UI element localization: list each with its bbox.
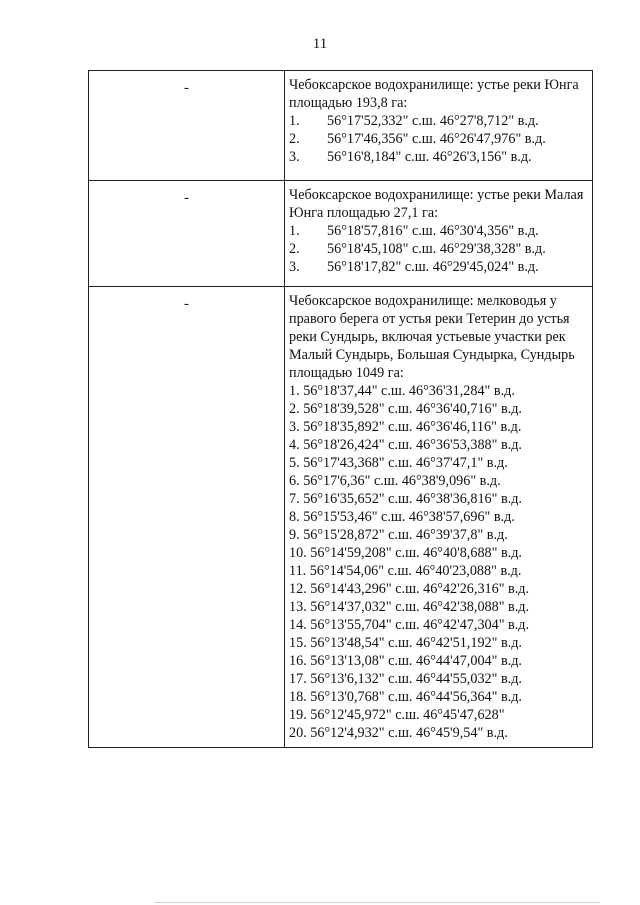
coordinate-line: 17. 56°13'6,132" с.ш. 46°44'55,032" в.д. [289,671,522,687]
scan-edge-line [155,902,600,903]
coordinate-line: 2. 56°18'39,528" с.ш. 46°36'40,716" в.д. [289,401,522,417]
coordinate-line: 9. 56°15'28,872" с.ш. 46°39'37,8" в.д. [289,527,508,543]
coordinate-line: 12. 56°14'43,296" с.ш. 46°42'26,316" в.д. [289,581,530,597]
coordinate-value: 56°18'17,82" с.ш. 46°29'45,024" в.д. [327,259,539,275]
table-row [89,181,593,287]
coordinate-number: 2. [289,131,300,147]
coordinate-line: 5. 56°17'43,368" с.ш. 46°37'47,1" в.д. [289,455,508,471]
page-number: 11 [312,36,328,52]
coordinate-line: 8. 56°15'53,46" с.ш. 46°38'57,696" в.д. [289,509,515,525]
coordinate-line: 15. 56°13'48,54" с.ш. 46°42'51,192" в.д. [289,635,522,651]
area-description: Чебоксарское водохранилище: устье реки Малая Юнга площадью 27,1 га: [289,187,584,221]
area-description: Чебоксарское водохранилище: устье реки Юнга площадью 193,8 га: [289,77,579,111]
coordinate-line: 18. 56°13'0,768" с.ш. 46°44'56,364" в.д. [289,689,522,705]
left-cell [89,181,285,287]
left-cell [89,287,285,748]
coordinate-line: 16. 56°13'13,08" с.ш. 46°44'47,004" в.д. [289,653,522,669]
coordinate-number: 1. [289,113,300,129]
coordinate-line: 6. 56°17'6,36" с.ш. 46°38'9,096" в.д. [289,473,501,489]
coordinate-line [289,240,588,258]
coordinate-number: 3. [289,149,300,165]
coordinate-number: 3. [289,259,300,275]
coordinate-line: 4. 56°18'26,424" с.ш. 46°36'53,388" в.д. [289,437,522,453]
description-cell [285,71,593,181]
coordinate-line: 7. 56°16'35,652" с.ш. 46°38'36,816" в.д. [289,491,522,507]
coordinate-line: 20. 56°12'4,932" с.ш. 46°45'9,54" в.д. [289,725,508,741]
coordinate-value: 56°18'57,816" с.ш. 46°30'4,356" в.д. [327,223,539,239]
coordinate-line: 3. 56°18'35,892" с.ш. 46°36'46,116" в.д. [289,419,522,435]
coordinates-table [88,70,593,748]
dash-mark: - [184,296,189,312]
dash-mark: - [184,190,189,206]
coordinate-line: 13. 56°14'37,032" с.ш. 46°42'38,088" в.д. [289,599,530,615]
coordinate-line: 1. 56°18'37,44" с.ш. 46°36'31,284" в.д. [289,383,515,399]
coordinate-line [289,130,588,148]
description-cell [285,181,593,287]
table-row [89,287,593,748]
dash-mark: - [184,80,189,96]
left-cell [89,71,285,181]
description-cell [285,287,593,748]
coordinate-line: 10. 56°14'59,208" с.ш. 46°40'8,688" в.д. [289,545,522,561]
coordinate-value: 56°17'52,332" с.ш. 46°27'8,712" в.д. [327,113,539,129]
coordinate-line: 14. 56°13'55,704" с.ш. 46°42'47,304" в.д. [289,617,530,633]
coordinate-line: 11. 56°14'54,06" с.ш. 46°40'23,088" в.д. [289,563,522,579]
coordinate-line [289,148,588,166]
coordinate-line [289,258,588,276]
coordinate-line [289,222,588,240]
coordinate-number: 2. [289,241,300,257]
coordinate-line [289,112,588,130]
coordinate-value: 56°18'45,108" с.ш. 46°29'38,328" в.д. [327,241,546,257]
area-description: Чебоксарское водохранилище: мелководья у правого берега от устья реки Тетерин до устья реки Сундырь, включая устьевые участки рек Малый Сундырь, Большая Сундырка, Сундырь площадью 1049 га: [289,293,575,381]
coordinate-line: 19. 56°12'45,972" с.ш. 46°45'47,628" [289,707,505,723]
coordinate-value: 56°16'8,184" с.ш. 46°26'3,156" в.д. [327,149,532,165]
table-row [89,71,593,181]
coordinate-number: 1. [289,223,300,239]
coordinate-value: 56°17'46,356" с.ш. 46°26'47,976" в.д. [327,131,546,147]
